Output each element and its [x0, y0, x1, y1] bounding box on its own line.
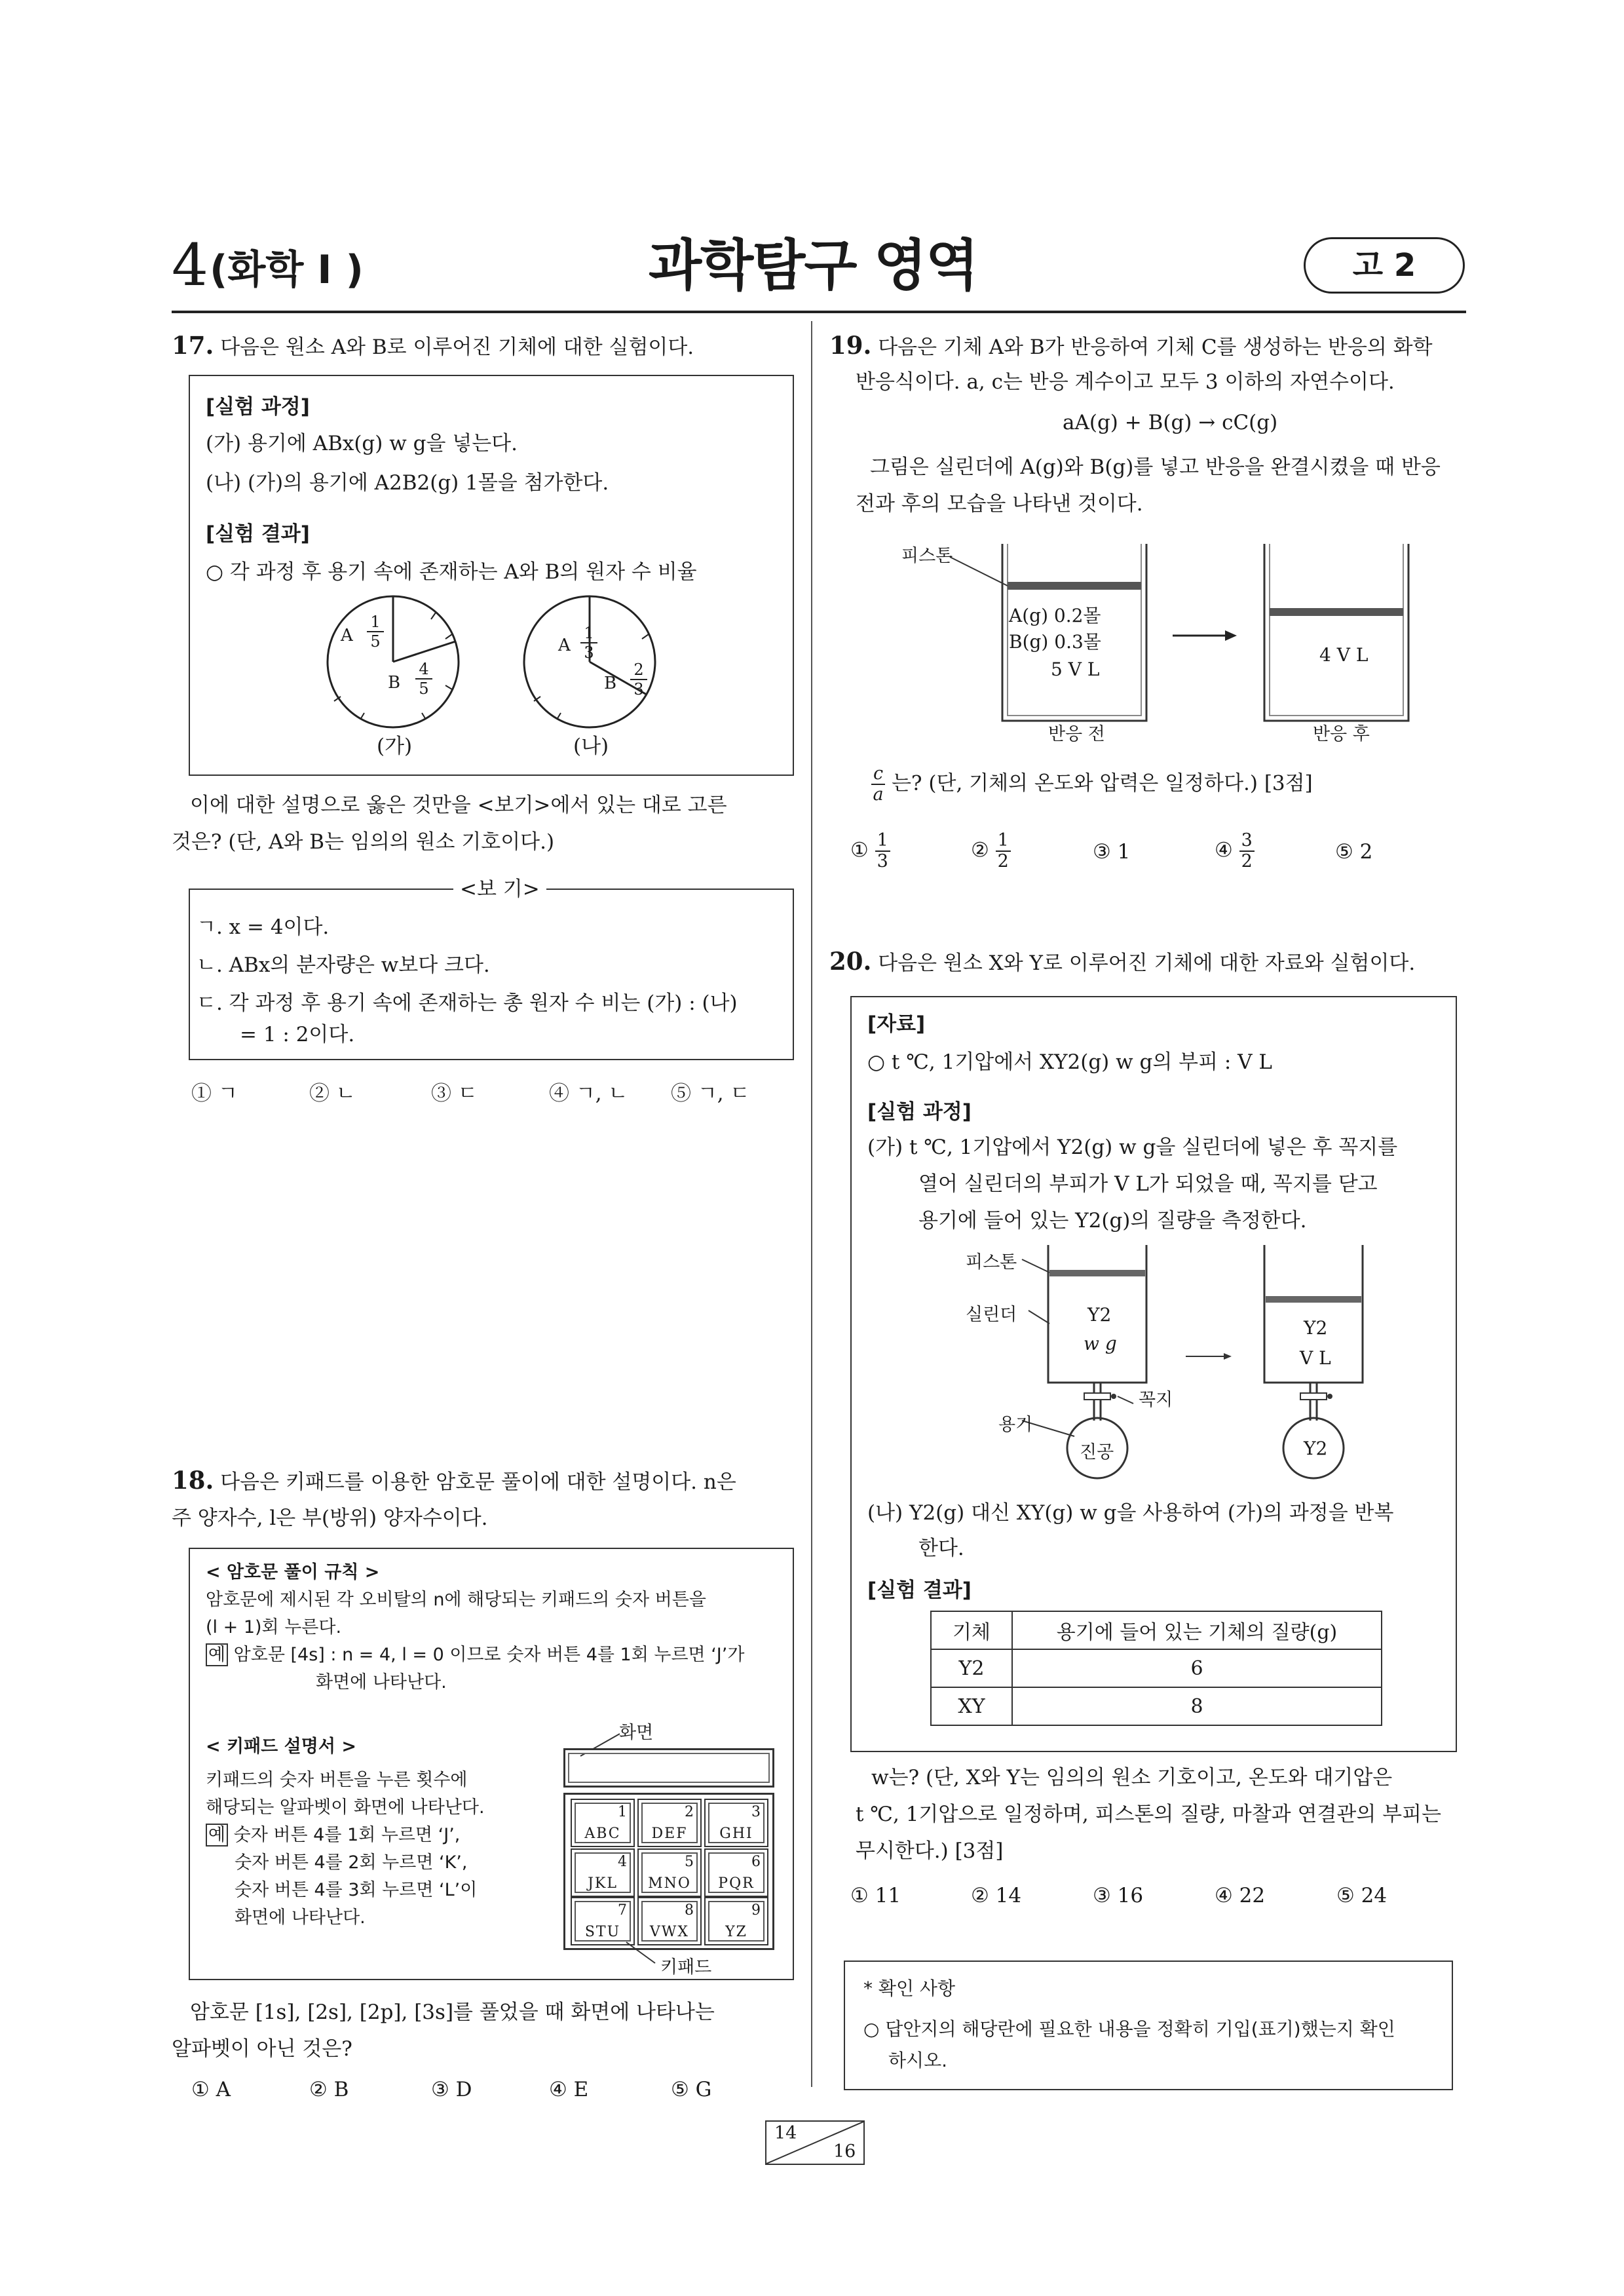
q18-example: 예 암호문 [4s] : n = 4, l = 0 이므로 숫자 버튼 4를 1회 누르면 ‘J’가 [206, 1641, 744, 1670]
table-cell: XY [931, 1687, 1012, 1725]
pie-na-B: B [604, 674, 617, 693]
q20-piston-label: 피스톤 [966, 1252, 1017, 1272]
q17-choice-1[interactable]: ① ㄱ [191, 1082, 238, 1105]
q17-stem-text: 다음은 원소 A와 B로 이루어진 기체에 대한 실험이다. [220, 335, 694, 359]
q18-manual-5: 숫자 버튼 4를 3회 누르면 ‘L’이 [235, 1880, 478, 1900]
q17-choice-2[interactable]: ② ㄴ [309, 1082, 356, 1105]
keypad [563, 1793, 774, 1950]
key-9[interactable]: 9 YZ [704, 1897, 768, 1945]
q20-choice-3[interactable]: ③ 16 [1093, 1884, 1144, 1907]
q17-choice-4[interactable]: ④ ㄱ, ㄴ [549, 1082, 628, 1105]
page-indicator [765, 2120, 865, 2165]
key-6[interactable]: 6 PQR [704, 1848, 768, 1897]
q19-after-label: 반응 후 [1313, 724, 1370, 744]
q18-question-1: 암호문 [1s], [2s], [2p], [3s]를 풀었을 때 화면에 나타나는 [190, 2000, 715, 2024]
pie-na-label: (나) [573, 735, 609, 758]
q18-stem-text: 다음은 키패드를 이용한 암호문 풀이에 대한 설명이다. n은 [220, 1470, 736, 1494]
q18-question-2: 알파벳이 아닌 것은? [172, 2037, 352, 2061]
q18-choice-3[interactable]: ③ D [431, 2078, 472, 2101]
q18-stem-2: 주 양자수, l은 부(방위) 양자수이다. [172, 1506, 488, 1530]
q18-manual-head: < 키패드 설명서 > [206, 1736, 356, 1757]
q17-question-2: 것은? (단, A와 B는 임의의 원소 기호이다.) [172, 830, 555, 854]
pie-ga-label: (가) [377, 735, 413, 758]
q20-proc-1a: (가) t ℃, 1기압에서 Y2(g) w g을 실린더에 넣은 후 꼭지를 [867, 1136, 1398, 1159]
q17-choice-5[interactable]: ⑤ ㄱ, ㄷ [671, 1082, 750, 1105]
q19-before-2: B(g) 0.3몰 [1009, 631, 1101, 653]
q19-cylinder-diagram [897, 531, 1474, 754]
q19-piston-label: 피스톤 [901, 546, 953, 566]
cylinder-after [1264, 544, 1408, 721]
q20-data-1: ○ t ℃, 1기압에서 XY2(g) w g의 부피 : V L [867, 1050, 1273, 1074]
q18-rule-head: < 암호문 풀이 규칙 > [206, 1562, 380, 1582]
pie-ga-B: B [388, 673, 401, 693]
q18-rule-2: (l + 1)회 누른다. [206, 1617, 342, 1637]
q18-manual-2: 해당되는 알파벳이 화면에 나타난다. [206, 1797, 485, 1818]
q17-res1: ○ 각 과정 후 용기 속에 존재하는 A와 B의 원자 수 비율 [206, 560, 697, 584]
table-header-row [931, 1611, 1382, 1649]
q17-number: 17. [172, 331, 214, 360]
q20-cyl-left-1: Y2 [1087, 1304, 1112, 1326]
key-3[interactable]: 3 GHI [704, 1799, 768, 1847]
keypad-screen[interactable] [563, 1748, 774, 1788]
key-5[interactable]: 5 MNO [637, 1848, 702, 1897]
q18-choice-4[interactable]: ④ E [549, 2078, 589, 2101]
q17-bogi-3b: = 1 : 2이다. [240, 1023, 355, 1046]
table-header: 용기에 들어 있는 기체의 질량(g) [1012, 1611, 1382, 1649]
q20-cylinder-label: 실린더 [966, 1305, 1017, 1325]
q17-res-head: [실험 결과] [206, 522, 310, 546]
q17-question-1: 이에 대한 설명으로 옳은 것만을 <보기>에서 있는 대로 고른 [190, 794, 727, 817]
q19-after-1: 4 V L [1319, 644, 1369, 666]
q20-stem-text: 다음은 원소 X와 Y로 이루어진 기체에 대한 자료와 실험이다. [878, 951, 1416, 975]
total-pages: 16 [833, 2141, 856, 2162]
q19-choice-5[interactable]: ⑤ 2 [1335, 840, 1373, 864]
page-number: 4 [172, 231, 208, 299]
notice-title: * 확인 사항 [863, 1978, 955, 1999]
table-row [931, 1687, 1382, 1725]
q20-data-head: [자료] [867, 1012, 926, 1036]
q18-choice-2[interactable]: ② B [309, 2078, 349, 2101]
pie-ga-A-frac: 1 5 [367, 613, 384, 651]
q17-stem [172, 326, 694, 366]
q19-before-1: A(g) 0.2몰 [1009, 605, 1101, 626]
q18-manual-4: 숫자 버튼 4를 2회 누르면 ‘K’, [235, 1852, 468, 1873]
subject-label: (화학 I ) [210, 247, 364, 293]
q20-choice-1[interactable]: ① 11 [850, 1884, 901, 1907]
q20-res-head: [실험 결과] [867, 1578, 972, 1602]
header-rule [172, 311, 1466, 313]
key-1[interactable]: 1 ABC [571, 1799, 635, 1847]
q17-proc2: (나) (가)의 용기에 A2B2(g) 1몰을 첨가한다. [206, 471, 609, 495]
q18-example-2: 화면에 나타난다. [316, 1672, 447, 1693]
current-page: 14 [774, 2123, 797, 2143]
q20-proc-head: [실험 과정] [867, 1100, 972, 1124]
q19-choice-1[interactable]: ① $\frac{1}{3}$ [850, 831, 890, 871]
key-8[interactable]: 8 VWX [637, 1897, 702, 1945]
q17-proc1: (가) 용기에 ABx(g) w g을 넣는다. [206, 432, 518, 455]
q17-bogi-2: ㄴ. ABx의 분자량은 w보다 크다. [197, 953, 490, 977]
q20-cyl-left-2: w g [1084, 1333, 1117, 1354]
key-4[interactable]: 4 JKL [571, 1848, 635, 1897]
q19-desc-1: 그림은 실린더에 A(g)와 B(g)를 넣고 반응을 완결시켰을 때 반응 [870, 455, 1441, 479]
example-tag: 예 [206, 1643, 228, 1666]
q20-proc-2b: 한다. [918, 1537, 964, 1560]
q17-bogi-title: <보 기> [453, 870, 546, 908]
q19-equation: aA(g) + B(g) → cC(g) [1063, 411, 1278, 434]
q18-manual-3: 예 숫자 버튼 4를 1회 누르면 ‘J’, [206, 1822, 460, 1849]
q17-choice-3[interactable]: ③ ㄷ [431, 1082, 478, 1105]
table-header: 기체 [931, 1611, 1012, 1649]
q20-proc-2a: (나) Y2(g) 대신 XY(g) w g을 사용하여 (가)의 과정을 반복 [867, 1501, 1394, 1525]
column-divider [811, 321, 812, 2087]
key-7[interactable]: 7 STU [571, 1897, 635, 1945]
q20-flask-right: Y2 [1304, 1438, 1328, 1459]
q18-number: 18. [172, 1466, 214, 1495]
q18-choices [191, 2071, 711, 2109]
q20-choices [850, 1877, 1387, 1915]
q19-desc-2: 전과 후의 모습을 나타낸 것이다. [856, 492, 1143, 516]
q18-manual-6: 화면에 나타난다. [235, 1907, 366, 1928]
pie-na-B-frac: 2 3 [630, 660, 647, 698]
q20-cyl-right-1: Y2 [1304, 1317, 1328, 1339]
q18-choice-1[interactable]: ① A [191, 2078, 231, 2101]
screen-label: 화면 [619, 1723, 654, 1743]
pie-ga-A: A [341, 626, 353, 645]
q19-question: $\frac{c}{a}$ 는? (단, 기체의 온도와 압력은 일정하다.) [3점] [871, 764, 1313, 805]
table-cell: 8 [1012, 1687, 1382, 1725]
q19-stem-1 [829, 326, 1433, 366]
page-title: 과학탐구 영역 [649, 233, 978, 297]
q20-valve-label: 꼭지 [1139, 1390, 1173, 1410]
key-2[interactable]: 2 DEF [637, 1799, 702, 1847]
q18-choice-5[interactable]: ⑤ G [671, 2078, 712, 2101]
q20-stem [829, 942, 1415, 982]
q20-choice-5[interactable]: ⑤ 24 [1336, 1884, 1388, 1907]
q19-choice-3[interactable]: ③ 1 [1093, 840, 1131, 864]
q20-result-table [930, 1611, 1382, 1726]
q20-cyl-right-2: V L [1300, 1347, 1331, 1369]
q20-proc-1c: 용기에 들어 있는 Y2(g)의 질량을 측정한다. [918, 1209, 1307, 1233]
q17-bogi-3a: ㄷ. 각 과정 후 용기 속에 존재하는 총 원자 수 비는 (가) : (나) [197, 991, 738, 1015]
q18-manual-1: 키패드의 숫자 버튼을 누른 횟수에 [206, 1770, 468, 1790]
q17-proc-head: [실험 과정] [206, 395, 310, 419]
q18-rule-1: 암호문에 제시된 각 오비탈의 n에 해당되는 키패드의 숫자 버튼을 [206, 1590, 706, 1610]
q20-vacuum-label: 진공 [1080, 1442, 1114, 1463]
q19-before-label: 반응 전 [1048, 724, 1105, 744]
q19-number: 19. [829, 331, 872, 360]
q20-proc-1b: 열어 실린더의 부피가 V L가 되었을 때, 꼭지를 닫고 [918, 1172, 1378, 1196]
table-cell: Y2 [931, 1649, 1012, 1687]
pie-na-A-frac: 1 3 [580, 624, 597, 662]
q19-before-3: 5 V L [1051, 659, 1100, 680]
pie-na-A: A [558, 636, 571, 655]
notice-line-1: ○ 답안지의 해당란에 필요한 내용을 정확히 기입(표기)했는지 확인 [863, 2018, 1395, 2040]
notice-line-2: 하시오. [888, 2050, 948, 2071]
table-row [931, 1649, 1382, 1687]
keypad-label: 키패드 [660, 1957, 712, 1978]
q20-choice-4[interactable]: ④ 22 [1215, 1884, 1266, 1907]
q18-stem-1 [172, 1461, 736, 1501]
q19-stem-2: 반응식이다. a, c는 반응 계수이고 모두 3 이하의 자연수이다. [856, 370, 1395, 394]
q19-choice-2[interactable]: ② $\frac{1}{2}$ [971, 831, 1011, 871]
keypad-pointer [622, 1940, 662, 1968]
reaction-arrow [1173, 630, 1237, 641]
q17-bogi-1: ㄱ. x = 4이다. [197, 915, 330, 939]
table-cell: 6 [1012, 1649, 1382, 1687]
q20-choice-2[interactable]: ② 14 [971, 1884, 1022, 1907]
example-tag: 예 [206, 1824, 228, 1846]
q19-fraction: $\frac{c}{a}$ [871, 764, 885, 805]
q17-choices [191, 1075, 749, 1113]
q19-stem-text: 다음은 기체 A와 B가 반응하여 기체 C를 생성하는 반응의 화학 [878, 335, 1433, 359]
pie-ga-B-frac: 4 5 [415, 660, 432, 698]
grade-badge: 고 2 [1304, 237, 1465, 294]
q20-question-2: t ℃, 1기압으로 일정하며, 피스톤의 질량, 마찰과 연결관의 부피는 [856, 1803, 1441, 1826]
pie-ga [328, 596, 459, 727]
q20-apparatus-diagram [956, 1245, 1415, 1481]
q19-choice-4[interactable]: ④ $\frac{3}{2}$ [1215, 831, 1255, 871]
q20-number: 20. [829, 947, 872, 976]
q20-question-3: 무시한다.) [3점] [856, 1839, 1004, 1863]
q20-vessel-label: 용기 [998, 1415, 1033, 1435]
q20-question-1: w는? (단, X와 Y는 임의의 원소 기호이고, 온도와 대기압은 [871, 1766, 1393, 1789]
